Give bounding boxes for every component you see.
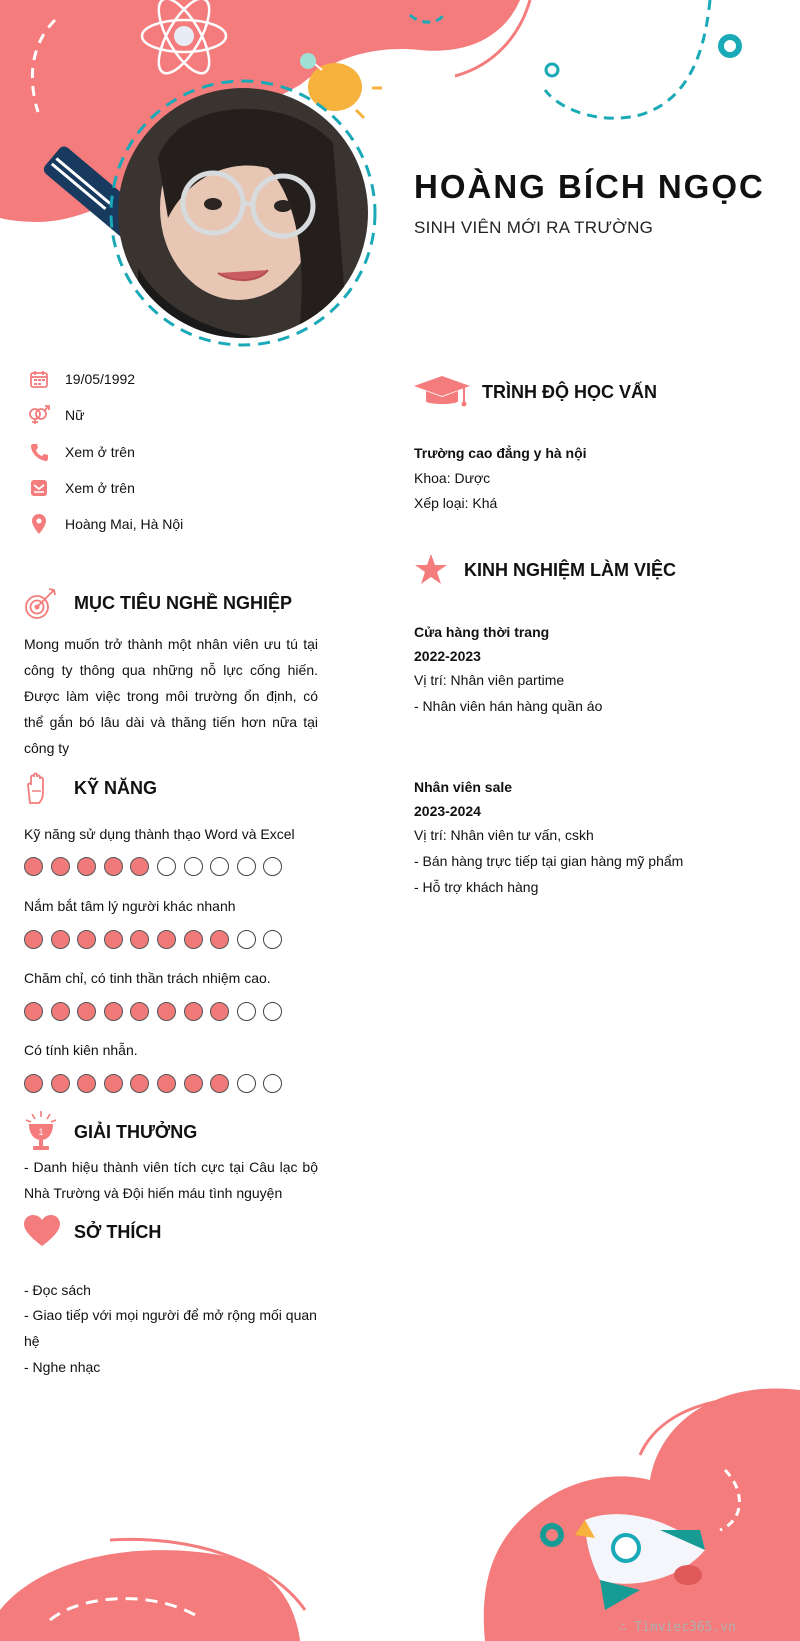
rating-dot-empty <box>263 857 282 876</box>
job-period: 2022-2023 <box>414 648 481 664</box>
gender-value: Nữ <box>65 407 85 423</box>
awards-heading <box>24 1110 197 1154</box>
rating-dot-filled <box>130 857 149 876</box>
contact-phone <box>24 440 135 464</box>
job-company: Nhân viên sale <box>414 779 513 795</box>
job-period: 2023-2024 <box>414 803 481 819</box>
watermark: ∴ Timviec365.vn <box>618 1620 736 1635</box>
rating-dot-filled <box>51 1074 70 1093</box>
rating-dot-empty <box>237 857 256 876</box>
job-detail: - Bán hàng trực tiếp tại gian hàng mỹ phẩm <box>414 853 684 869</box>
avatar <box>118 88 368 338</box>
rating-dot-filled <box>130 1074 149 1093</box>
skill-rating <box>24 930 282 949</box>
job-position: Vị trí: Nhân viên tư vấn, cskh <box>414 827 594 843</box>
rating-dot-empty <box>237 1002 256 1021</box>
hobbies-heading <box>24 1215 161 1249</box>
hobbies-title: SỞ THÍCH <box>74 1221 162 1242</box>
rating-dot-filled <box>210 1074 229 1093</box>
star-icon <box>414 553 454 587</box>
calendar-icon <box>24 367 54 391</box>
graduation-cap-icon <box>414 374 474 410</box>
rating-dot-filled <box>77 930 96 949</box>
rating-dot-filled <box>104 1002 123 1021</box>
experience-title: KINH NGHIỆM LÀM VIỆC <box>464 559 677 580</box>
rating-dot-filled <box>210 930 229 949</box>
contact-address <box>24 512 183 536</box>
teal-dashed-path <box>545 0 710 118</box>
hobby-item: - Giao tiếp với mọi người để mở rộng mối quan hệ <box>24 1307 317 1349</box>
target-icon <box>24 586 64 620</box>
rating-dot-empty <box>237 930 256 949</box>
birthdate-value: 19/05/1992 <box>65 371 136 387</box>
teal-loop-small <box>546 64 558 76</box>
rating-dot-filled <box>24 1074 43 1093</box>
rating-dot-filled <box>51 1002 70 1021</box>
rating-dot-filled <box>77 1074 96 1093</box>
contact-email <box>24 476 135 500</box>
rating-dot-filled <box>184 1002 203 1021</box>
rating-dot-filled <box>184 1074 203 1093</box>
location-pin-icon <box>24 512 54 536</box>
skill-label: Nắm bắt tâm lý người khác nhanh <box>24 898 236 914</box>
hand-icon <box>24 771 64 805</box>
rating-dot-filled <box>210 1002 229 1021</box>
svg-text:1: 1 <box>38 1127 44 1137</box>
trophy-icon <box>24 1110 64 1154</box>
skills-title: KỸ NĂNG <box>74 777 158 798</box>
rating-dot-filled <box>51 930 70 949</box>
rating-dot-filled <box>104 1074 123 1093</box>
education-heading <box>414 374 657 410</box>
rating-dot-empty <box>210 857 229 876</box>
experience-heading <box>414 553 676 587</box>
hobby-item: - Nghe nhạc <box>24 1359 101 1375</box>
school-name: Trường cao đẳng y hà nội <box>414 445 587 461</box>
profile-photo <box>118 88 368 338</box>
job-position: Vị trí: Nhân viên partime <box>414 672 565 688</box>
rating-dot-empty <box>237 1074 256 1093</box>
rating-dot-empty <box>263 930 282 949</box>
phone-icon <box>24 440 54 464</box>
rating-dot-filled <box>104 857 123 876</box>
phone-value: Xem ở trên <box>65 444 135 460</box>
rating-dot-filled <box>24 930 43 949</box>
address-value: Hoàng Mai, Hà Nội <box>65 516 184 532</box>
heart-icon <box>24 1215 64 1249</box>
skill-label: Kỹ năng sử dụng thành thạo Word và Excel <box>24 826 295 842</box>
candidate-name: HOÀNG BÍCH NGỌC <box>414 168 765 205</box>
school-grade: Xếp loại: Khá <box>414 495 498 511</box>
awards-title: GIẢI THƯỞNG <box>74 1121 198 1142</box>
objective-title: MỤC TIÊU NGHỀ NGHIỆP <box>74 592 293 613</box>
coral-blob-bottom-right <box>484 1388 800 1641</box>
skill-rating <box>24 1074 282 1093</box>
rating-dot-filled <box>24 1002 43 1021</box>
rating-dot-empty <box>184 857 203 876</box>
hobby-item: - Đọc sách <box>24 1282 91 1298</box>
rating-dot-empty <box>263 1074 282 1093</box>
skill-rating <box>24 857 282 876</box>
rating-dot-filled <box>157 1002 176 1021</box>
rating-dot-filled <box>104 930 123 949</box>
objective-heading <box>24 586 292 620</box>
teal-ring <box>721 37 739 55</box>
contact-birthdate <box>24 367 135 391</box>
rating-dot-filled <box>130 930 149 949</box>
awards-text: - Danh hiệu thành viên tích cực tại Câu lạc bộ Nhà Trường và Đội hiến máu tình nguyện <box>24 1159 318 1201</box>
rating-dot-filled <box>157 1074 176 1093</box>
email-icon <box>24 476 54 500</box>
skills-heading <box>24 771 157 805</box>
candidate-title: SINH VIÊN MỚI RA TRƯỜNG <box>414 218 654 237</box>
rating-dot-filled <box>77 1002 96 1021</box>
rating-dot-filled <box>157 930 176 949</box>
gender-icon <box>24 403 54 427</box>
rating-dot-filled <box>77 857 96 876</box>
job-detail: - Nhân viên hán hàng quần áo <box>414 698 603 714</box>
objective-text: Mong muốn trở thành một nhân viên ưu tú tại công ty thông qua những nỗ lực cống hiến. Được làm việc trong môi trường ổn định, có thể gắn bó lâu dài và thăng tiến hơn nữa tại công ty <box>24 636 318 756</box>
job-detail: - Hỗ trợ khách hàng <box>414 879 539 895</box>
email-value: Xem ở trên <box>65 480 135 496</box>
contact-gender <box>24 403 84 427</box>
job-company: Cửa hàng thời trang <box>414 624 550 640</box>
skill-rating <box>24 1002 282 1021</box>
rating-dot-filled <box>130 1002 149 1021</box>
rating-dot-empty <box>157 857 176 876</box>
rating-dot-filled <box>51 857 70 876</box>
skill-label: Có tính kiên nhẫn. <box>24 1042 138 1058</box>
education-title: TRÌNH ĐỘ HỌC VẤN <box>482 381 657 402</box>
coral-blob-bottom-left <box>0 1550 300 1641</box>
school-faculty: Khoa: Dược <box>414 470 491 486</box>
skill-label: Chăm chỉ, có tinh thần trách nhiệm cao. <box>24 970 271 986</box>
rating-dot-filled <box>184 930 203 949</box>
rating-dot-filled <box>24 857 43 876</box>
rating-dot-empty <box>263 1002 282 1021</box>
